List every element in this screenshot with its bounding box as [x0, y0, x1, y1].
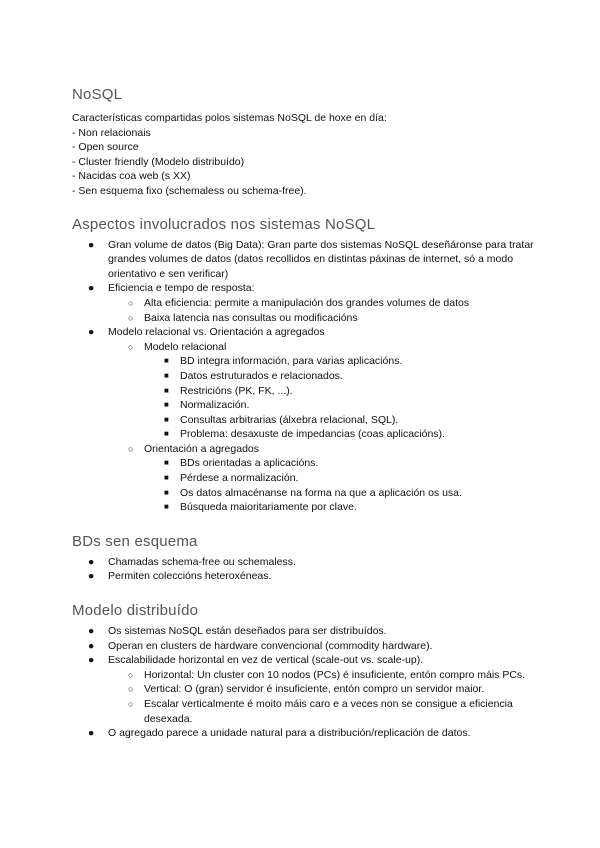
list-item-text: Os datos almacénanse na forma na que a aplicación os usa. — [180, 486, 462, 499]
aspectos-list — [72, 238, 542, 515]
bullet-icon: ● — [88, 326, 95, 339]
list-item — [144, 456, 542, 471]
list-item-text: Datos estruturados e relacionados. — [180, 369, 343, 382]
list-item — [72, 569, 542, 584]
list-item — [108, 442, 542, 515]
bullet-icon: ● — [88, 555, 95, 568]
bullet-icon: ● — [88, 654, 95, 667]
list-item-text: Restricións (PK, FK, ...). — [180, 384, 293, 397]
list-item-text: Búsqueda maioritariamente por clave. — [180, 501, 357, 514]
circle-bullet-icon: ○ — [128, 341, 134, 352]
list-item — [72, 555, 542, 570]
list-item-text: Modelo relacional — [144, 340, 227, 353]
list-item — [108, 697, 542, 726]
list-item-text: Gran volume de datos (Big Data): Gran parte dos sistemas NoSQL deseñáronse para tratar grandes volumes de datos (datos recollidos en distintas páxinas de internet, só a modo orientativo e sen verificar) — [108, 238, 534, 280]
square-bullet-icon: ■ — [164, 400, 169, 410]
square-bullet-icon: ■ — [164, 458, 169, 468]
distribuido-list — [72, 624, 542, 741]
circle-bullet-icon: ○ — [128, 312, 134, 323]
square-bullet-icon: ■ — [164, 385, 169, 395]
bullet-icon: ● — [88, 570, 95, 583]
circle-bullet-icon: ○ — [128, 297, 134, 308]
document-page — [72, 86, 542, 741]
nosql-item: - Open source — [72, 141, 139, 154]
circle-bullet-icon: ○ — [128, 699, 134, 709]
list-item — [72, 726, 542, 741]
square-bullet-icon: ■ — [164, 370, 169, 380]
list-item — [144, 413, 542, 428]
list-item — [108, 340, 542, 442]
list-item — [108, 668, 542, 683]
list-item — [144, 471, 542, 486]
list-item-text: Operan en clusters de hardware convencional (commodity hardware). — [108, 639, 433, 652]
list-item-text: Orientación a agregados — [144, 442, 259, 455]
list-item-text: Permiten coleccións heteroxéneas. — [108, 570, 272, 583]
list-item-text: Baixa latencia nas consultas ou modificacións — [144, 311, 358, 324]
list-item-text: Escalabilidade horizontal en vez de vertical (scale-out vs. scale-up). — [108, 654, 424, 667]
circle-bullet-icon: ○ — [128, 669, 134, 680]
nosql-intro-text: Características compartidas polos sistemas NoSQL de hoxe en día: — [72, 112, 387, 124]
heading-nosql: NoSQL — [72, 86, 123, 103]
square-bullet-icon: ■ — [164, 429, 169, 439]
list-item-text: Normalización. — [180, 399, 250, 412]
list-item — [72, 624, 542, 639]
list-item — [144, 427, 542, 442]
bullet-icon: ● — [88, 238, 95, 251]
nosql-item: - Non relacionais — [72, 126, 151, 139]
esquema-list — [72, 555, 542, 584]
square-bullet-icon: ■ — [164, 473, 169, 483]
circle-bullet-icon: ○ — [128, 443, 134, 454]
square-bullet-icon: ■ — [164, 414, 169, 424]
nosql-item: - Sen esquema fixo (schemaless ou schema-free). — [72, 184, 307, 197]
list-item-text: Pérdese a normalización. — [180, 472, 299, 485]
list-item — [144, 500, 542, 515]
list-item — [72, 281, 542, 325]
list-item — [144, 369, 542, 384]
list-item — [144, 398, 542, 413]
list-item — [72, 238, 542, 282]
list-item-text: Modelo relacional vs. Orientación a agregados — [108, 326, 325, 339]
list-item-text: Eficiencia e tempo de resposta: — [108, 282, 255, 295]
heading-distribuido: Modelo distribuído — [72, 602, 199, 620]
bullet-icon: ● — [88, 727, 95, 740]
list-item-text: Horizontal: Un cluster con 10 nodos (PCs) é insuficiente, entón compro máis PCs. — [144, 668, 526, 681]
list-item-text: BD integra información, para varias aplicacións. — [180, 355, 403, 368]
list-item-text: Chamadas schema-free ou schemaless. — [108, 555, 296, 568]
list-item — [108, 296, 542, 311]
nosql-item: - Cluster friendly (Modelo distribuído) — [72, 155, 245, 168]
bullet-icon: ● — [88, 625, 95, 638]
square-bullet-icon: ■ — [164, 487, 169, 497]
list-item-text: Vertical: O (gran) servidor é insuficiente, entón compro un servidor maior. — [144, 683, 485, 696]
heading-esquema: BDs sen esquema — [72, 532, 198, 550]
heading-aspectos: Aspectos involucrados nos sistemas NoSQL — [72, 215, 376, 233]
list-item-text: Problema: desaxuste de impedancias (coas aplicacións). — [180, 428, 445, 441]
list-item-text: Escalar verticalmente é moito máis caro e a veces non se consigue a eficiencia desexada. — [144, 698, 513, 725]
list-item-text: Alta eficiencia: permite a manipulación dos grandes volumes de datos — [144, 296, 470, 309]
circle-bullet-icon: ○ — [128, 684, 134, 695]
list-item — [108, 682, 542, 697]
list-item — [144, 384, 542, 399]
bullet-icon: ● — [88, 282, 95, 295]
list-item-text: Consultas arbitrarias (álxebra relacional, SQL). — [180, 413, 399, 426]
list-item — [72, 325, 542, 515]
list-item — [144, 354, 542, 369]
list-item-text: O agregado parece a unidade natural para a distribución/replicación de datos. — [108, 727, 471, 740]
list-item — [72, 639, 542, 654]
nosql-item: - Nacidas coa web (s XX) — [72, 170, 191, 183]
square-bullet-icon: ■ — [164, 356, 169, 366]
list-item-text: BDs orientadas a aplicacións. — [180, 457, 319, 470]
nosql-intro — [72, 111, 542, 199]
square-bullet-icon: ■ — [164, 502, 169, 512]
list-item-text: Os sistemas NoSQL están deseñados para ser distribuídos. — [108, 625, 387, 638]
list-item — [108, 311, 542, 326]
bullet-icon: ● — [88, 639, 95, 652]
list-item — [72, 653, 542, 726]
list-item — [144, 486, 542, 501]
